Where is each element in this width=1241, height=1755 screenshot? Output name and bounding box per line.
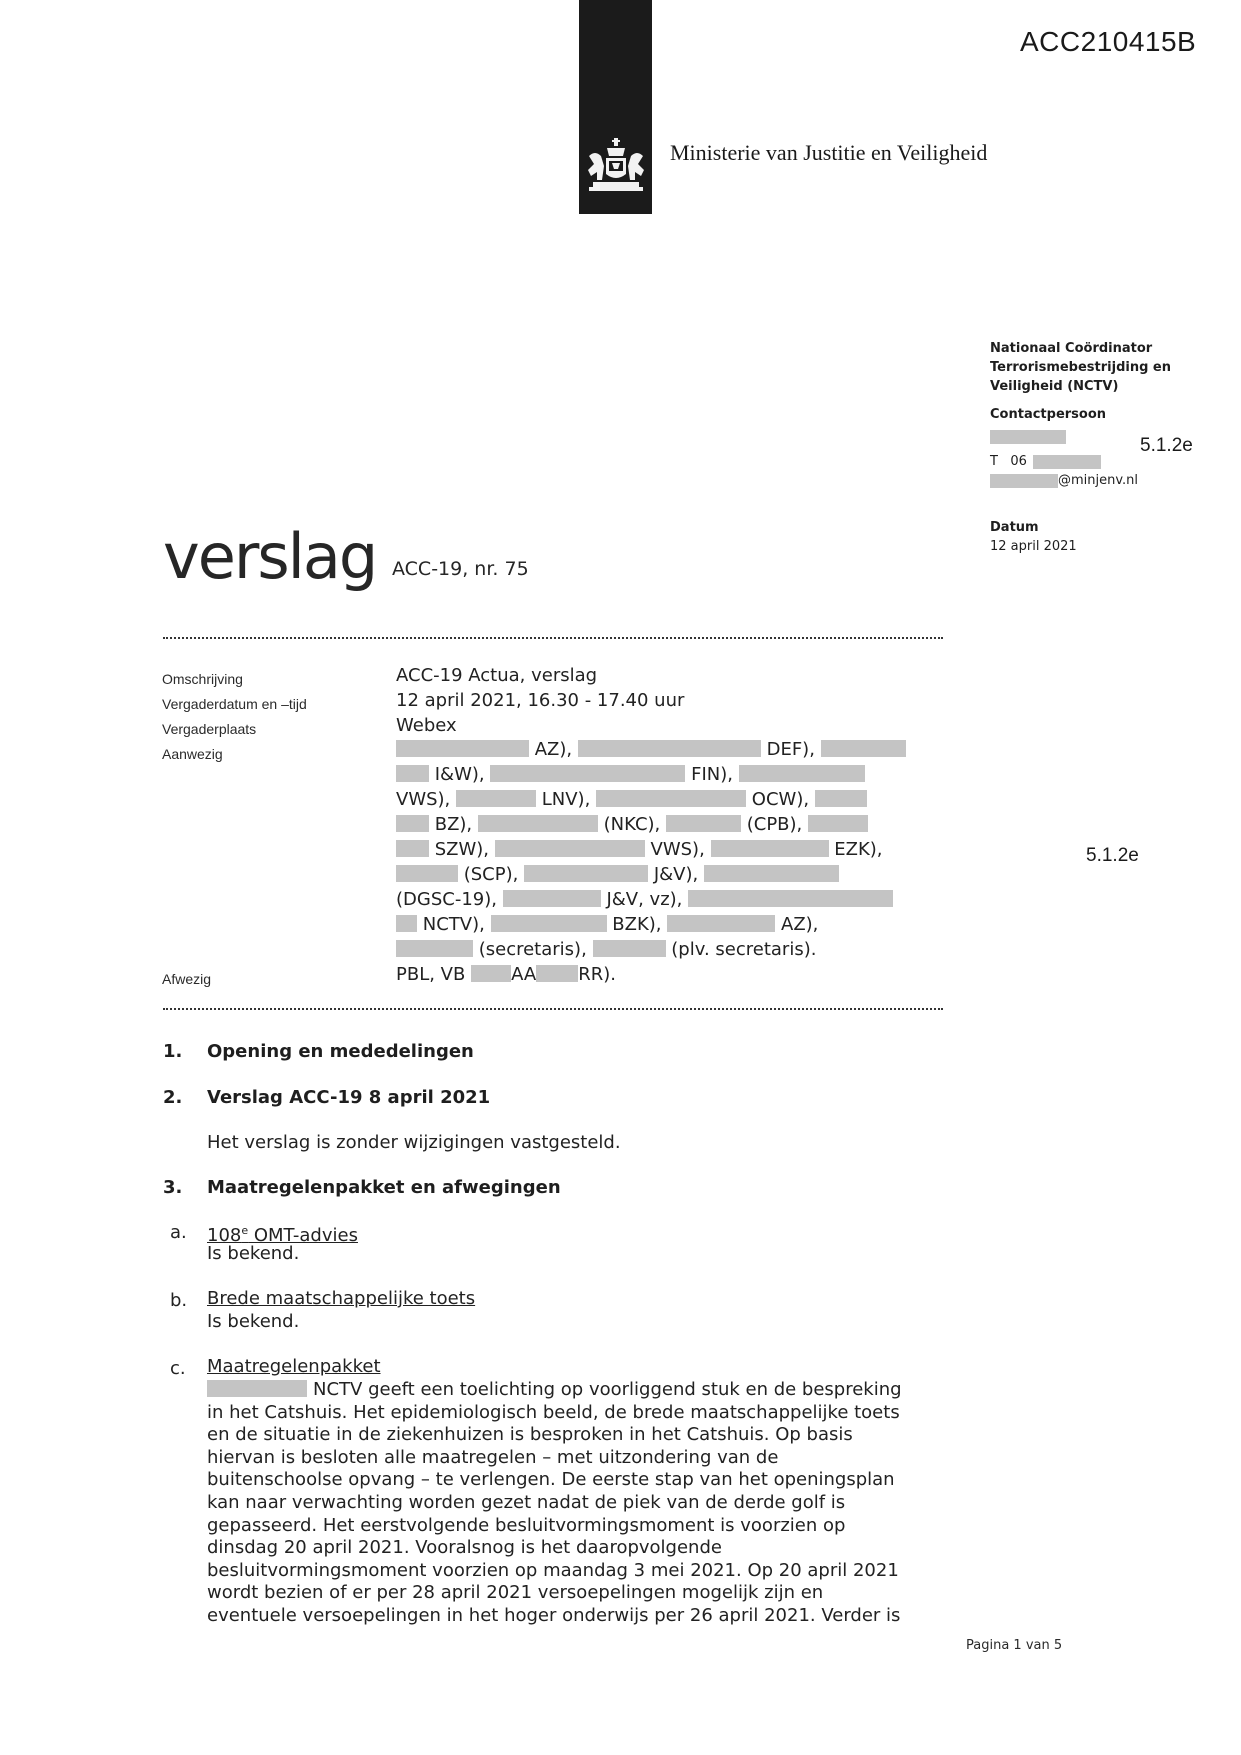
letterhead-logo-bar: [579, 0, 652, 214]
para-line: dinsdag 20 april 2021. Vooralsnog is het daaropvolgende: [207, 1537, 722, 1559]
meta-value-plaats: Webex: [396, 715, 457, 736]
subitem-title-a: 108e OMT-advies: [207, 1224, 358, 1246]
contact-label: Contactpersoon: [990, 407, 1107, 422]
page-number: Pagina 1 van 5: [966, 1638, 1063, 1653]
redacted-contact-name: [990, 430, 1066, 444]
attendee-line: AZ), DEF),: [396, 737, 956, 762]
subitem-letter-c: c.: [170, 1358, 186, 1379]
document-type-title: verslag: [163, 520, 377, 593]
redacted-email-user: [990, 474, 1058, 488]
org-line: Nationaal Coördinator: [990, 341, 1153, 356]
meta-label-datum-tijd: Vergaderdatum en –tijd: [162, 696, 307, 712]
attendee-line: (secretaris), (plv. secretaris).: [396, 937, 956, 962]
contact-phone: [990, 452, 1101, 471]
subitem-letter-a: a.: [170, 1222, 187, 1243]
rijkswapen-crest-icon: [585, 136, 647, 196]
subitem-body-b: Is bekend.: [207, 1311, 300, 1332]
meta-label-aanwezig: Aanwezig: [162, 746, 223, 762]
attendee-line: VWS), LNV), OCW),: [396, 787, 956, 812]
redacted-name: [207, 1380, 307, 1397]
document-number: ACC-19, nr. 75: [392, 558, 529, 580]
para-line: kan naar verwachting worden gezet nadat de piek van de derde golf is: [207, 1491, 846, 1513]
agenda-item-1: 1. Opening en mededelingen: [163, 1041, 474, 1062]
para-line: gepasseerd. Het eerstvolgende besluitvormingsmoment is voorzien op: [207, 1514, 846, 1536]
date-value: 12 april 2021: [990, 539, 1077, 554]
org-line: Veiligheid (NCTV): [990, 379, 1119, 394]
divider: [163, 637, 943, 639]
redaction-code: 5.1.2e: [1086, 845, 1139, 866]
para-line: besluitvormingsmoment voorzien op maandag 3 mei 2021. Op 20 april 2021: [207, 1559, 899, 1581]
attendee-line: (DGSC-19), J&V, vz),: [396, 887, 956, 912]
attendee-line: SZW), VWS), EZK),: [396, 837, 956, 862]
para-line: eventuele versoepelingen in het hoger onderwijs per 26 april 2021. Verder is: [207, 1604, 901, 1626]
date-label: Datum: [990, 520, 1039, 535]
attendee-list: [396, 737, 956, 987]
subitem-title-c: Maatregelenpakket: [207, 1356, 381, 1377]
agenda-item-3: 3. Maatregelenpakket en afwegingen: [163, 1177, 561, 1198]
ministry-name: Ministerie van Justitie en Veiligheid: [670, 140, 988, 165]
org-line: Terrorismebestrijding en: [990, 360, 1171, 375]
sidebar-organisation: [990, 339, 1171, 396]
meta-value-datum-tijd: 12 april 2021, 16.30 - 17.40 uur: [396, 690, 685, 711]
attendee-line: I&W), FIN),: [396, 762, 956, 787]
agenda-item-2: 2. Verslag ACC-19 8 april 2021: [163, 1087, 491, 1108]
redacted-phone: [1033, 455, 1101, 469]
absent-line: PBL, VB AA RR).: [396, 964, 616, 985]
para-line: wordt bezien of er per 28 april 2021 versoepelingen mogelijk zijn en: [207, 1582, 824, 1604]
para-line: NCTV geeft een toelichting op voorliggend stuk en de bespreking: [207, 1379, 947, 1402]
meta-label-afwezig: Afwezig: [162, 971, 212, 987]
subitem-body-c: [207, 1379, 947, 1628]
subitem-body-a: Is bekend.: [207, 1243, 300, 1264]
para-line: buitenschoolse opvang – te verlengen. De eerste stap van het openingsplan: [207, 1469, 895, 1491]
meta-label-omschrijving: Omschrijving: [162, 671, 243, 687]
meta-label-plaats: Vergaderplaats: [162, 721, 257, 737]
subitem-title-b: Brede maatschappelijke toets: [207, 1288, 476, 1309]
meta-value-omschrijving: ACC-19 Actua, verslag: [396, 665, 598, 686]
attendee-line: NCTV), BZK), AZ),: [396, 912, 956, 937]
attendee-line: (SCP), J&V),: [396, 862, 956, 887]
email-domain: @minjenv.nl: [1058, 473, 1139, 488]
para-line: hiervan is besloten alle maatregelen – met uitzondering van de: [207, 1446, 779, 1468]
para-line: en de situatie in de ziekenhuizen is besproken in het Catshuis. Op basis: [207, 1424, 853, 1446]
agenda-item-2-body: Het verslag is zonder wijzigingen vastgesteld.: [207, 1132, 621, 1153]
redaction-code: 5.1.2e: [1140, 435, 1193, 456]
subitem-letter-b: b.: [170, 1290, 188, 1311]
phone-prefix: T 06: [990, 454, 1027, 469]
divider: [163, 1008, 943, 1010]
document-id: ACC210415B: [1020, 26, 1197, 57]
para-line: in het Catshuis. Het epidemiologisch beeld, de brede maatschappelijke toets: [207, 1401, 900, 1423]
attendee-line: BZ), (NKC), (CPB),: [396, 812, 956, 837]
contact-email: [990, 471, 1138, 490]
